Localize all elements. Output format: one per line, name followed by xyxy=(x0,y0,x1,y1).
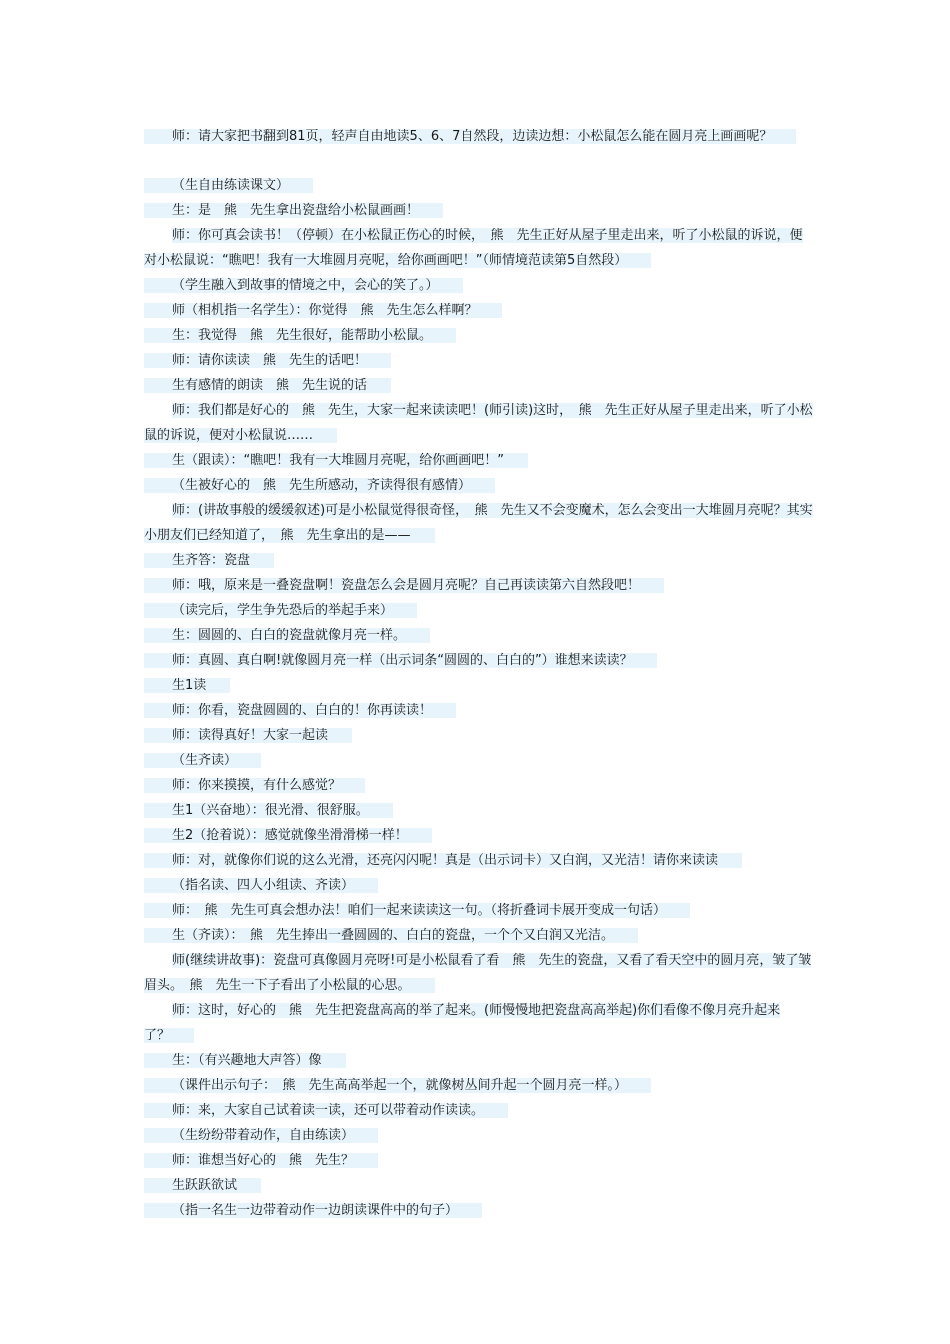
paragraph xyxy=(144,1198,814,1223)
paragraph-text: （指名读、四人小组读、齐读） xyxy=(144,878,378,893)
paragraph xyxy=(144,298,814,323)
paragraph xyxy=(144,823,814,848)
paragraph xyxy=(144,798,814,823)
paragraph-text: 生跃跃欲试 xyxy=(144,1178,261,1193)
paragraph-text: 生：圆圆的、白白的瓷盘就像月亮一样。 xyxy=(144,628,430,643)
paragraph-text: 师：请大家把书翻到81页，轻声自由地读5、6、7自然段，边读边想：小松鼠怎么能在圆月亮上画画呢？ xyxy=(144,129,796,144)
paragraph xyxy=(144,498,814,548)
paragraph xyxy=(144,748,814,773)
paragraph-text: 师：你看，瓷盘圆圆的、白白的！你再读读！ xyxy=(144,703,456,718)
paragraph-text: （生齐读） xyxy=(144,753,261,768)
paragraph xyxy=(144,198,814,223)
paragraph-text: （读完后，学生争先恐后的举起手来） xyxy=(144,603,417,618)
paragraph xyxy=(144,648,814,673)
paragraph-text: 生：我觉得 熊 先生很好，能帮助小松鼠。 xyxy=(144,328,456,343)
paragraph xyxy=(144,348,814,373)
paragraph-text: 师：这时，好心的 熊 先生把瓷盘高高的举了起来。(师慢慢地把瓷盘高高举起)你们看像不像月亮升起来了？ xyxy=(144,1003,781,1043)
paragraph-text: 生有感情的朗读 熊 先生说的话 xyxy=(144,378,391,393)
paragraph-text: （生自由练读课文） xyxy=(144,178,313,193)
paragraph-text: 生：（有兴趣地大声答）像 xyxy=(144,1053,346,1068)
paragraph xyxy=(144,124,814,149)
paragraph xyxy=(144,1048,814,1073)
paragraph xyxy=(144,598,814,623)
paragraph xyxy=(144,673,814,698)
paragraph-text: 生2（抢着说）：感觉就像坐滑滑梯一样！ xyxy=(144,828,432,843)
paragraph-text: 师（相机指一名学生）：你觉得 熊 先生怎么样啊？ xyxy=(144,303,502,318)
paragraph-text: 师(继续讲故事)：瓷盘可真像圆月亮呀!可是小松鼠看了看 熊 先生的瓷盘，又看了看天空中的圆月亮，皱了皱眉头。 熊 先生一下子看出了小松鼠的心思。 xyxy=(144,953,812,993)
blank-line xyxy=(144,149,814,173)
paragraph-text: 生1（兴奋地）：很光滑、很舒服。 xyxy=(144,803,393,818)
paragraph xyxy=(144,173,814,198)
paragraph xyxy=(144,373,814,398)
paragraph-text: 师：对，就像你们说的这么光滑，还亮闪闪呢！真是（出示词卡）又白润，又光洁！请你来读读 xyxy=(144,853,742,868)
paragraph xyxy=(144,898,814,923)
paragraph-text: 生（齐读）： 熊 先生捧出一叠圆圆的、白白的瓷盘，一个个又白润又光洁。 xyxy=(144,928,638,943)
paragraph-text: 师：请你读读 熊 先生的话吧！ xyxy=(144,353,391,368)
paragraph xyxy=(144,723,814,748)
paragraph-text: 师：我们都是好心的 熊 先生，大家一起来读读吧！(师引读)这时， 熊 先生正好从屋子里走出来，听了小松鼠的诉说，便对小松鼠说…… xyxy=(144,403,813,443)
paragraph-text: （生纷纷带着动作，自由练读） xyxy=(144,1128,378,1143)
paragraph-text: 师：你来摸摸，有什么感觉？ xyxy=(144,778,365,793)
paragraph xyxy=(144,1098,814,1123)
paragraph xyxy=(144,223,814,273)
paragraph xyxy=(144,473,814,498)
paragraph-text: 师：(讲故事般的缓缓叙述)可是小松鼠觉得很奇怪， 熊 先生又不会变魔术，怎么会变出一大堆圆月亮呢？其实小朋友们已经知道了， 熊 先生拿出的是—— xyxy=(144,503,813,543)
paragraph xyxy=(144,848,814,873)
paragraph-text: 师：谁想当好心的 熊 先生？ xyxy=(144,1153,378,1168)
document-body xyxy=(144,124,814,1223)
paragraph xyxy=(144,948,814,998)
paragraph-text: 师：真圆、真白啊!就像圆月亮一样（出示词条“圆圆的、白白的”）谁想来读读？ xyxy=(144,653,657,668)
paragraph-text: 生1读 xyxy=(144,678,230,693)
paragraph xyxy=(144,573,814,598)
paragraph xyxy=(144,1173,814,1198)
paragraph xyxy=(144,273,814,298)
paragraph-text: 师： 熊 先生可真会想办法！咱们一起来读读这一句。（将折叠词卡展开变成一句话） xyxy=(144,903,690,918)
paragraph-text: 生（跟读）：“瞧吧！我有一大堆圆月亮呢，给你画画吧！” xyxy=(144,453,528,468)
paragraph-text: 生齐答：瓷盘 xyxy=(144,553,274,568)
paragraph-text: （生被好心的 熊 先生所感动，齐读得很有感情） xyxy=(144,478,495,493)
paragraph-text: 师：读得真好！大家一起读 xyxy=(144,728,352,743)
paragraph xyxy=(144,448,814,473)
paragraph xyxy=(144,1073,814,1098)
paragraph-text: 师：来，大家自己试着读一读，还可以带着动作读读。 xyxy=(144,1103,508,1118)
paragraph xyxy=(144,698,814,723)
paragraph-text: 生：是 熊 先生拿出瓷盘给小松鼠画画！ xyxy=(144,203,443,218)
paragraph xyxy=(144,923,814,948)
paragraph xyxy=(144,1148,814,1173)
paragraph-text: （课件出示句子： 熊 先生高高举起一个，就像树丛间升起一个圆月亮一样。） xyxy=(144,1078,651,1093)
paragraph xyxy=(144,623,814,648)
paragraph-text: （学生融入到故事的情境之中，会心的笑了。） xyxy=(144,278,463,293)
paragraph xyxy=(144,398,814,448)
paragraph-text: 师：你可真会读书！（停顿）在小松鼠正伤心的时候， 熊 先生正好从屋子里走出来，听了小松鼠的诉说，便对小松鼠说：“瞧吧！我有一大堆圆月亮呢，给你画画吧！”（师情境范读第5自然段） xyxy=(144,228,803,268)
paragraph xyxy=(144,773,814,798)
paragraph-text: （指一名生一边带着动作一边朗读课件中的句子） xyxy=(144,1203,482,1218)
paragraph xyxy=(144,873,814,898)
paragraph xyxy=(144,548,814,573)
paragraph xyxy=(144,323,814,348)
paragraph xyxy=(144,1123,814,1148)
paragraph-text: 师：哦，原来是一叠瓷盘啊！瓷盘怎么会是圆月亮呢？自己再读读第六自然段吧！ xyxy=(144,578,664,593)
paragraph xyxy=(144,998,814,1048)
